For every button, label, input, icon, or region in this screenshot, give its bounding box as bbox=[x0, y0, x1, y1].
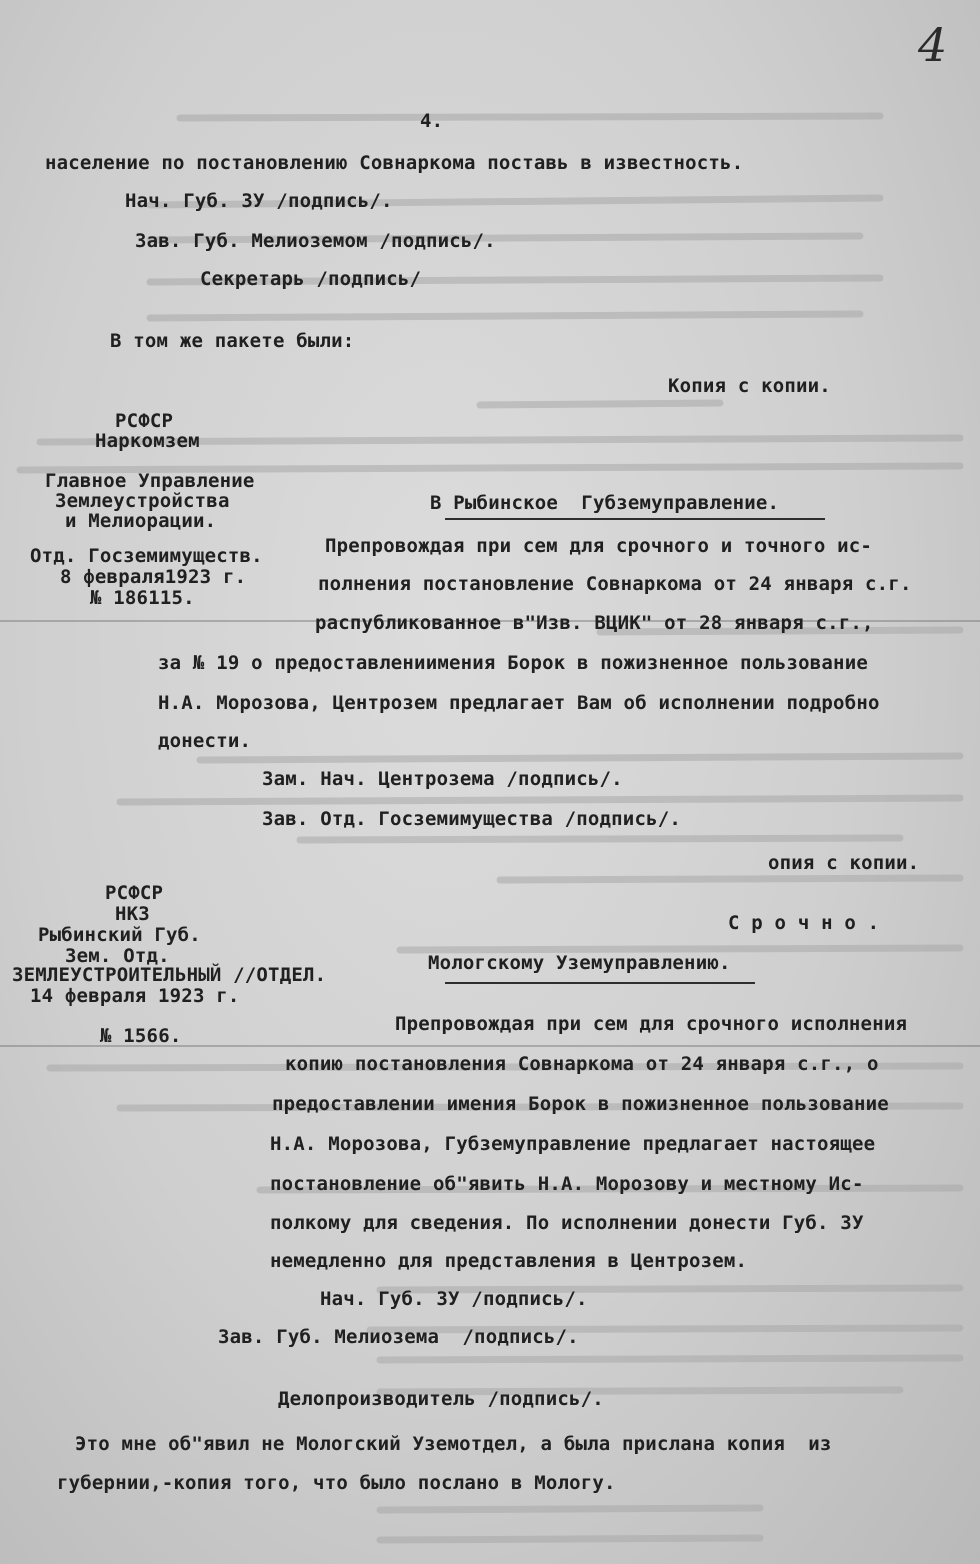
signature-line: Секретарь /подпись/ bbox=[200, 268, 422, 290]
doc2-signature: Нач. Губ. ЗУ /подпись/. bbox=[320, 1288, 588, 1310]
doc1-body-line: Препровождая при сем для срочного и точного ис- bbox=[325, 535, 873, 557]
doc2-header-line: НКЗ bbox=[115, 903, 150, 925]
doc1-header-line: № 186115. bbox=[90, 587, 195, 609]
doc1-body-line: Н.А. Морозова, Центрозем предлагает Вам об исполнении подробно bbox=[158, 692, 880, 714]
footer-note-line: губернии,-копия того, что было послано в Мологу. bbox=[57, 1472, 616, 1494]
doc1-header-line: Землеустройства bbox=[55, 490, 230, 512]
doc1-header-line: Главное Управление bbox=[45, 470, 255, 492]
signature-line: Нач. Губ. ЗУ /подпись/. bbox=[125, 190, 393, 212]
typed-page-number: 4. bbox=[420, 110, 444, 132]
addressee-underline bbox=[445, 982, 755, 984]
copy-label: Копия с копии. bbox=[668, 375, 831, 397]
doc2-header-line: № 1566. bbox=[100, 1025, 182, 1047]
doc1-signature: Зам. Нач. Центрозема /подпись/. bbox=[262, 768, 623, 790]
doc2-body-line: Н.А. Морозова, Губземуправление предлагает настоящее bbox=[270, 1133, 876, 1155]
doc2-header-line: ЗЕМЛЕУСТРОИТЕЛЬНЫЙ //ОТДЕЛ. bbox=[12, 964, 327, 986]
signature-line: Зав. Губ. Мелиоземом /подпись/. bbox=[135, 230, 496, 252]
text-line: В том же пакете были: bbox=[110, 330, 355, 352]
doc2-body-line: Препровождая при сем для срочного исполнения bbox=[395, 1013, 908, 1035]
doc1-body-line: за № 19 о предоставлениимения Борок в пожизненное пользование bbox=[158, 652, 868, 674]
footer-note-line: Это мне об"явил не Мологский Уземотдел, а была прислана копия из bbox=[75, 1433, 832, 1455]
doc2-signature: Делопроизводитель /подпись/. bbox=[278, 1388, 604, 1410]
doc1-header-line: РСФСР bbox=[115, 410, 174, 432]
doc2-body-line: полкому для сведения. По исполнении донести Губ. ЗУ bbox=[270, 1212, 864, 1234]
doc2-body-line: копию постановления Совнаркома от 24 января с.г., о bbox=[285, 1053, 879, 1075]
doc2-addressee: Мологскому Уземуправлению. bbox=[428, 952, 731, 974]
handwritten-page-number: 4 bbox=[918, 18, 948, 72]
doc1-body-line: распубликованное в"Изв. ВЦИК" от 28 января с.г., bbox=[315, 612, 874, 634]
doc2-header-line: Зем. Отд. bbox=[65, 945, 170, 967]
doc1-header-line: Наркомзем bbox=[95, 430, 200, 452]
doc1-header-line: 8 февраля1923 г. bbox=[60, 566, 247, 588]
doc2-header-line: 14 февраля 1923 г. bbox=[30, 985, 240, 1007]
text-line: население по постановлению Совнаркома поставь в известность. bbox=[45, 152, 744, 174]
addressee-underline bbox=[445, 518, 825, 520]
doc2-signature: Зав. Губ. Мелиозема /подпись/. bbox=[218, 1326, 579, 1348]
urgent-label: С р о ч н о . bbox=[728, 912, 880, 934]
doc2-header-line: РСФСР bbox=[105, 882, 164, 904]
doc2-body-line: немедленно для представления в Центрозем. bbox=[270, 1250, 748, 1272]
doc1-body-line: полнения постановление Совнаркома от 24 января с.г. bbox=[318, 573, 912, 595]
doc1-body-line: донести. bbox=[158, 730, 252, 752]
copy-label: опия с копии. bbox=[768, 852, 920, 874]
doc1-header-line: и Мелиорации. bbox=[65, 510, 217, 532]
doc2-header-line: Рыбинский Губ. bbox=[38, 924, 201, 946]
doc1-header-line: Отд. Госземимуществ. bbox=[30, 545, 263, 567]
doc2-body-line: предоставлении имения Борок в пожизненное пользование bbox=[272, 1093, 889, 1115]
doc1-signature: Зав. Отд. Госземимущества /подпись/. bbox=[262, 808, 682, 830]
doc2-body-line: постановление об"явить Н.А. Морозову и местному Ис- bbox=[270, 1173, 864, 1195]
doc1-addressee: В Рыбинское Губземуправление. bbox=[430, 492, 780, 514]
